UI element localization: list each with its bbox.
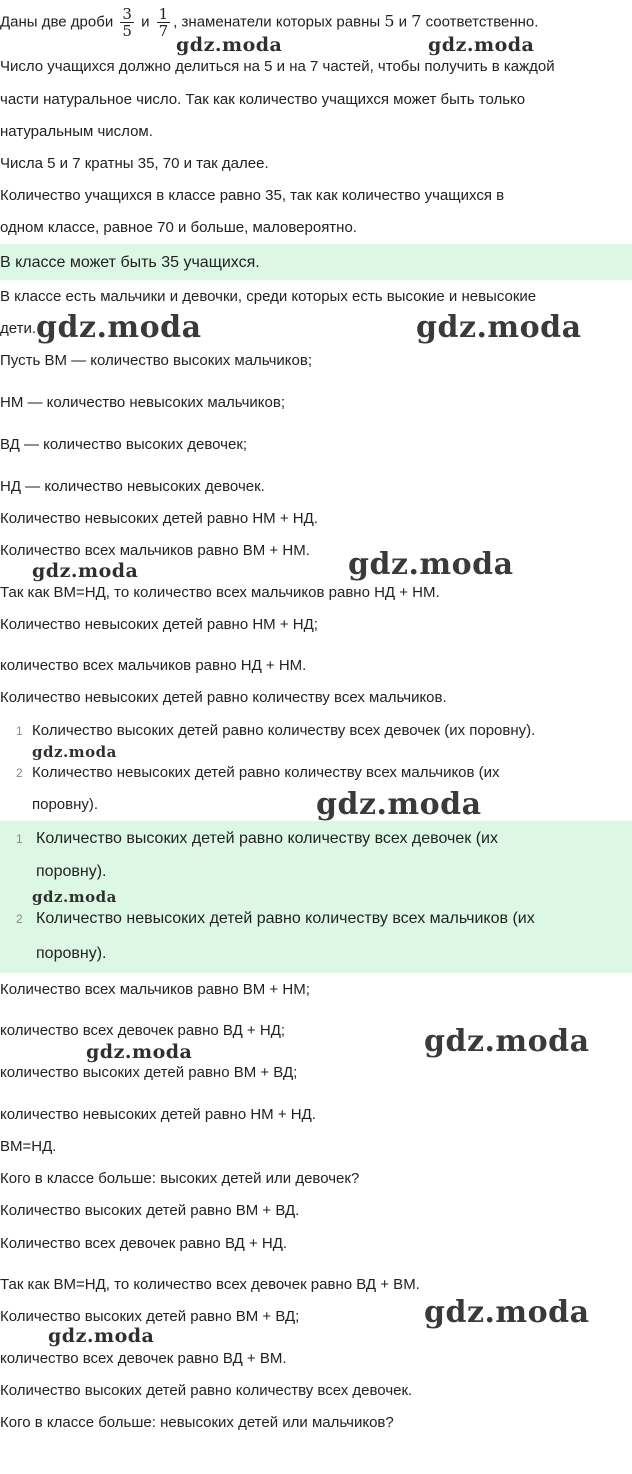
paragraph: Количество всех девочек равно ВД + НД.: [0, 1235, 288, 1252]
watermark: gdz.moda: [86, 1041, 193, 1063]
watermark: gdz.moda: [424, 1024, 590, 1059]
paragraph: Количество невысоких детей равно НМ + НД.: [0, 510, 318, 527]
list-number: 1: [16, 832, 23, 846]
paragraph: Количество учащихся в классе равно 35, так как количество учащихся в: [0, 187, 505, 204]
list-number: 2: [16, 766, 23, 780]
list-number: 2: [16, 912, 23, 926]
paragraph: количество невысоких детей равно НМ + НД.: [0, 1106, 316, 1123]
fraction-1-7: $\frac{1}{7}$: [158, 5, 169, 40]
list-item: поровну).: [36, 945, 107, 962]
list-number: 1: [16, 724, 23, 738]
definition: Пусть ВМ — количество высоких мальчиков;: [0, 352, 313, 369]
paragraph: части натуральное число. Так как количество учащихся может быть только: [0, 91, 526, 108]
paragraph: ВМ=НД.: [0, 1138, 57, 1155]
paragraph: Количество всех мальчиков равно ВМ + НМ.: [0, 542, 310, 559]
list-item: Количество невысоких детей равно количеству всех мальчиков (их: [36, 910, 535, 927]
paragraph: Числа 5 и 7 кратны 35, 70 и так далее.: [0, 155, 269, 172]
watermark: gdz.moda: [348, 547, 514, 582]
list-item: Количество невысоких детей равно количеству всех мальчиков (их: [32, 764, 500, 781]
definition: НД — количество невысоких девочек.: [0, 478, 265, 495]
list-item: поровну).: [36, 863, 107, 880]
watermark: gdz.moda: [416, 310, 582, 345]
paragraph: Кого в классе больше: невысоких детей или мальчиков?: [0, 1414, 394, 1431]
paragraph: количество высоких детей равно ВМ + ВД;: [0, 1064, 298, 1081]
paragraph: количество всех девочек равно ВД + ВМ.: [0, 1350, 287, 1367]
paragraph: Кого в классе больше: высоких детей или девочек?: [0, 1170, 360, 1187]
watermark: gdz.moda: [32, 888, 117, 906]
watermark: gdz.moda: [316, 787, 482, 822]
watermark: gdz.moda: [424, 1295, 590, 1330]
watermark: gdz.moda: [176, 34, 283, 56]
paragraph: количество всех мальчиков равно НД + НМ.: [0, 657, 307, 674]
list-item: Количество высоких детей равно количеству всех девочек (их поровну).: [32, 722, 536, 739]
paragraph: Количество всех мальчиков равно ВМ + НМ;: [0, 981, 310, 998]
paragraph: количество всех девочек равно ВД + НД;: [0, 1022, 286, 1039]
list-item: поровну).: [32, 796, 99, 813]
paragraph: одном классе, равное 70 и больше, маловероятно.: [0, 219, 357, 236]
watermark: gdz.moda: [36, 310, 202, 345]
answer-text: В классе может быть 35 учащихся.: [0, 254, 260, 271]
watermark: gdz.moda: [428, 34, 535, 56]
watermark: gdz.moda: [32, 743, 117, 761]
paragraph: Количество высоких детей равно количеству всех девочек.: [0, 1382, 413, 1399]
intro-line: Даны две дроби $\frac{3}{5}$ и $\frac{1}{7}$ , знаменатели которых равны 5 и 7 соответственно.: [0, 5, 539, 40]
paragraph: Число учащихся должно делиться на 5 и на 7 частей, чтобы получить в каждой: [0, 58, 555, 75]
paragraph: Так как ВМ=НД, то количество всех мальчиков равно НД + НМ.: [0, 584, 440, 601]
watermark: gdz.moda: [32, 560, 139, 582]
paragraph: Количество невысоких детей равно НМ + НД;: [0, 616, 318, 633]
paragraph: Так как ВМ=НД, то количество всех девочек равно ВД + ВМ.: [0, 1276, 420, 1293]
fraction-3-5: $\frac{3}{5}$: [122, 5, 132, 40]
paragraph: Количество невысоких детей равно количеству всех мальчиков.: [0, 689, 447, 706]
definition: ВД — количество высоких девочек;: [0, 436, 248, 453]
paragraph: натуральным числом.: [0, 123, 153, 140]
paragraph: В классе есть мальчики и девочки, среди которых есть высокие и невысокие: [0, 288, 537, 305]
watermark: gdz.moda: [48, 1325, 155, 1347]
paragraph: Количество высоких детей равно ВМ + ВД.: [0, 1202, 300, 1219]
list-item: Количество высоких детей равно количеству всех девочек (их: [36, 830, 498, 847]
paragraph: дети.: [0, 320, 37, 337]
definition: НМ — количество невысоких мальчиков;: [0, 394, 285, 411]
paragraph: Количество высоких детей равно ВМ + ВД;: [0, 1308, 300, 1325]
